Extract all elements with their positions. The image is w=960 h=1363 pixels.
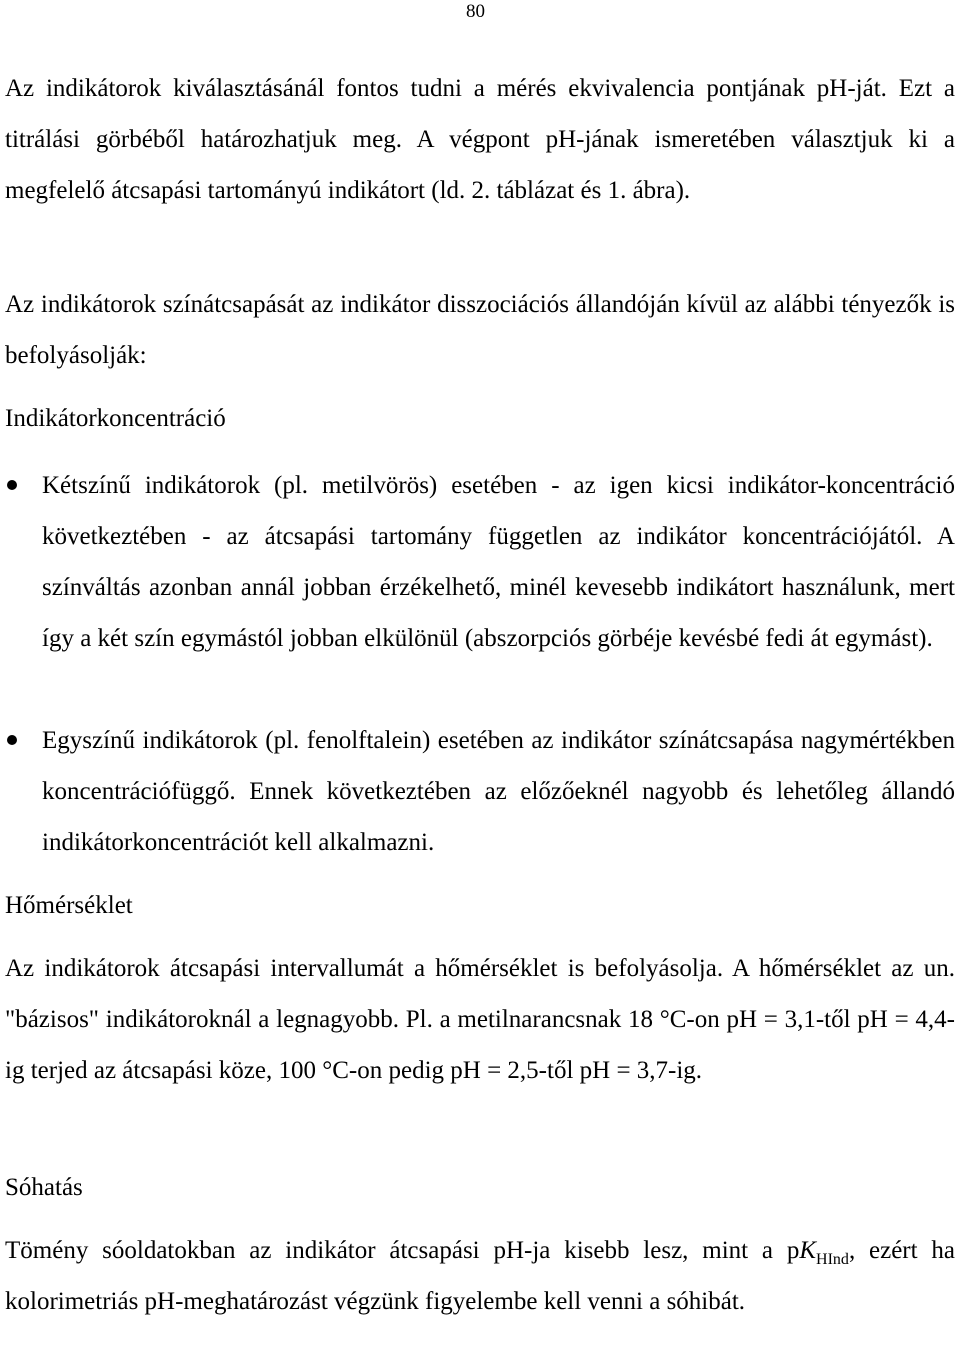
paragraph-color-change-factors: Az indikátorok színátcsapását az indikátor disszociációs állandóján kívül az alábbi tényezők is befolyásolják: <box>5 291 955 369</box>
constant-subscript: HInd <box>816 1251 849 1268</box>
salt-text-end: , ezért ha kolorimetriás pH-meghatározást végzünk figyelembe kell venni a sóhibát. <box>5 1237 956 1315</box>
heading-salt-effect: Sóhatás <box>5 1174 83 1201</box>
paragraph-indicator-selection: Az indikátorok kiválasztásánál fontos tudni a mérés ekvivalencia pontjának pH-ját. Ezt a titrálási görbéből határozhatjuk meg. A végpont pH-jának ismeretében választjuk ki a megfelelő átcsapási tartományú indikátort (ld. 2. táblázat és 1. ábra). <box>5 75 955 204</box>
paragraph-salt-effect <box>5 1225 955 1327</box>
constant-symbol: K <box>799 1237 817 1264</box>
bullet-icon <box>7 735 17 745</box>
heading-temperature: Hőmérséklet <box>5 892 133 919</box>
list-item-text: Kétszínű indikátorok (pl. metilvörös) esetében - az igen kicsi indikátor-koncentráció következtében - az átcsapási tartomány független az indikátor koncentrációjától. A színváltás azonban annál jobban érzékelhető, minél kevesebb indikátort használunk, mert így a két szín egymástól jobban elkülönül (abszorpciós görbéje kevésbé fedi át egymást). <box>42 472 955 652</box>
list-item-text: Egyszínű indikátorok (pl. fenolftalein) esetében az indikátor színátcsapása nagymértékben koncentrációfüggő. Ennek következtében az előzőeknél nagyobb és lehetőleg állandó indikátorkoncentrációt kell alkalmazni. <box>42 727 955 856</box>
paragraph-temperature: Az indikátorok átcsapási intervallumát a hőmérséklet is befolyásolja. A hőmérséklet az un. "bázisos" indikátoroknál a legnagyobb. Pl. a metilnarancsnak 18 °C-on pH = 3,1-től pH = 4,4-ig terjed az átcsapási köze, 100 °C-on pedig pH = 2,5-től pH = 3,7-ig. <box>5 955 955 1084</box>
bullet-icon <box>7 480 17 490</box>
heading-indicator-concentration: Indikátorkoncentráció <box>5 405 226 432</box>
salt-text-start: Tömény sóoldatokban az indikátor átcsapási pH-ja kisebb lesz, mint a p <box>5 1237 800 1264</box>
page-number: 80 <box>466 1 485 22</box>
